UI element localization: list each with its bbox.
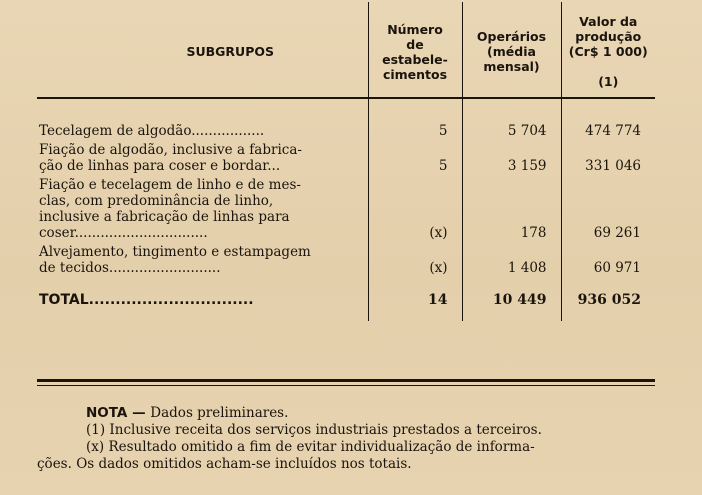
table-row: [37, 123, 655, 142]
row-workers: 178: [462, 177, 561, 244]
header-production-value: Valor da produção (Cr$ 1 000) (1): [561, 2, 655, 98]
table-notes: [37, 405, 662, 473]
row-establishments: (x): [368, 177, 462, 244]
total-establishments: 14: [368, 279, 462, 321]
row-label: Fiação e tecelagem de linho e de mes- clas, com predominância de linho, inclusive a fabricação de linhas para coser...............................: [39, 177, 301, 241]
statistics-table: [37, 2, 655, 321]
footnote-x: (x) Resultado omitido a fim de evitar individualização de informa-: [86, 439, 535, 455]
total-workers: 10 449: [462, 279, 561, 321]
row-production: 474 774: [561, 123, 655, 142]
total-label: TOTAL...............................: [39, 292, 254, 308]
note-title-line: [37, 405, 662, 422]
row-label: Tecelagem de algodão.................: [39, 123, 265, 139]
note-title-text: Dados preliminares.: [150, 405, 289, 421]
row-workers: 3 159: [462, 142, 561, 177]
row-workers: 5 704: [462, 123, 561, 142]
header-establishments: Número de estabele- cimentos: [368, 2, 462, 98]
table-row: [37, 244, 655, 279]
row-establishments: 5: [368, 142, 462, 177]
row-workers: 1 408: [462, 244, 561, 279]
spacer-row: [37, 98, 655, 123]
row-establishments: (x): [368, 244, 462, 279]
table-header-row: [37, 2, 655, 98]
row-production: 60 971: [561, 244, 655, 279]
header-workers: Operários (média mensal): [462, 2, 561, 98]
row-label: Alvejamento, tingimento e estampagem de tecidos..........................: [39, 244, 311, 276]
note-title: NOTA —: [86, 405, 151, 421]
table-row: [37, 177, 655, 244]
footnote-1: (1) Inclusive receita dos serviços industriais prestados a terceiros.: [86, 422, 542, 438]
row-production: 69 261: [561, 177, 655, 244]
table-bottom-rule-thick: [37, 379, 655, 382]
table-row: [37, 142, 655, 177]
row-establishments: 5: [368, 123, 462, 142]
row-label: Fiação de algodão, inclusive a fabrica- ção de linhas para coser e bordar...: [39, 142, 302, 174]
row-production: 331 046: [561, 142, 655, 177]
header-subgroups: SUBGRUPOS: [37, 2, 368, 98]
footnote-x-continuation: ções. Os dados omitidos acham-se incluídos nos totais.: [37, 456, 412, 472]
total-production: 936 052: [561, 279, 655, 321]
total-row: [37, 279, 655, 321]
table-bottom-rule-thin: [37, 385, 655, 386]
